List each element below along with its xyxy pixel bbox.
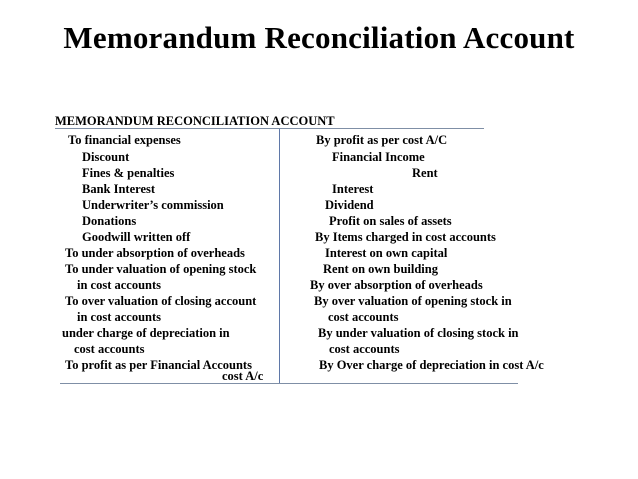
debit-line: cost A/c <box>222 369 264 383</box>
debit-line: To under valuation of opening stock <box>65 262 257 276</box>
credit-line: Interest on own capital <box>325 246 448 260</box>
credit-line: By over absorption of overheads <box>310 278 483 292</box>
debit-line: cost accounts <box>74 342 145 356</box>
debit-line: To profit as per Financial Accounts <box>65 358 252 372</box>
credit-line: By Over charge of depreciation in cost A/c <box>319 358 544 372</box>
credit-line: By over valuation of opening stock in <box>314 294 512 308</box>
credit-line: Rent on own building <box>323 262 438 276</box>
slide-title: Memorandum Reconciliation Account <box>63 20 575 55</box>
column-divider <box>279 129 280 383</box>
credit-line: By under valuation of closing stock in <box>318 326 519 340</box>
credit-line: By Items charged in cost accounts <box>315 230 496 244</box>
top-rule <box>55 128 484 129</box>
credit-line: Dividend <box>325 198 374 212</box>
debit-line: Discount <box>82 150 130 164</box>
debit-line: Goodwill written off <box>82 230 191 244</box>
debit-line: To under absorption of overheads <box>65 246 245 260</box>
debit-line: Underwriter’s commission <box>82 198 224 212</box>
debit-line: To financial expenses <box>68 133 181 147</box>
debit-line: Bank Interest <box>82 182 156 196</box>
credit-line: cost accounts <box>329 342 400 356</box>
debit-line: Fines & penalties <box>82 166 175 180</box>
credit-line: cost accounts <box>328 310 399 324</box>
credit-line: Profit on sales of assets <box>329 214 452 228</box>
account-heading: MEMORANDUM RECONCILIATION ACCOUNT <box>55 114 335 128</box>
debit-line: under charge of depreciation in <box>62 326 230 340</box>
credit-line: By profit as per cost A/C <box>316 133 448 147</box>
credit-line: Financial Income <box>332 150 425 164</box>
debit-line: To over valuation of closing account <box>65 294 257 308</box>
debit-line: in cost accounts <box>77 278 162 292</box>
credit-line: Interest <box>332 182 374 196</box>
debit-line: in cost accounts <box>77 310 162 324</box>
debit-line: Donations <box>82 214 137 228</box>
bottom-rule <box>60 383 518 384</box>
credit-line: Rent <box>412 166 438 180</box>
